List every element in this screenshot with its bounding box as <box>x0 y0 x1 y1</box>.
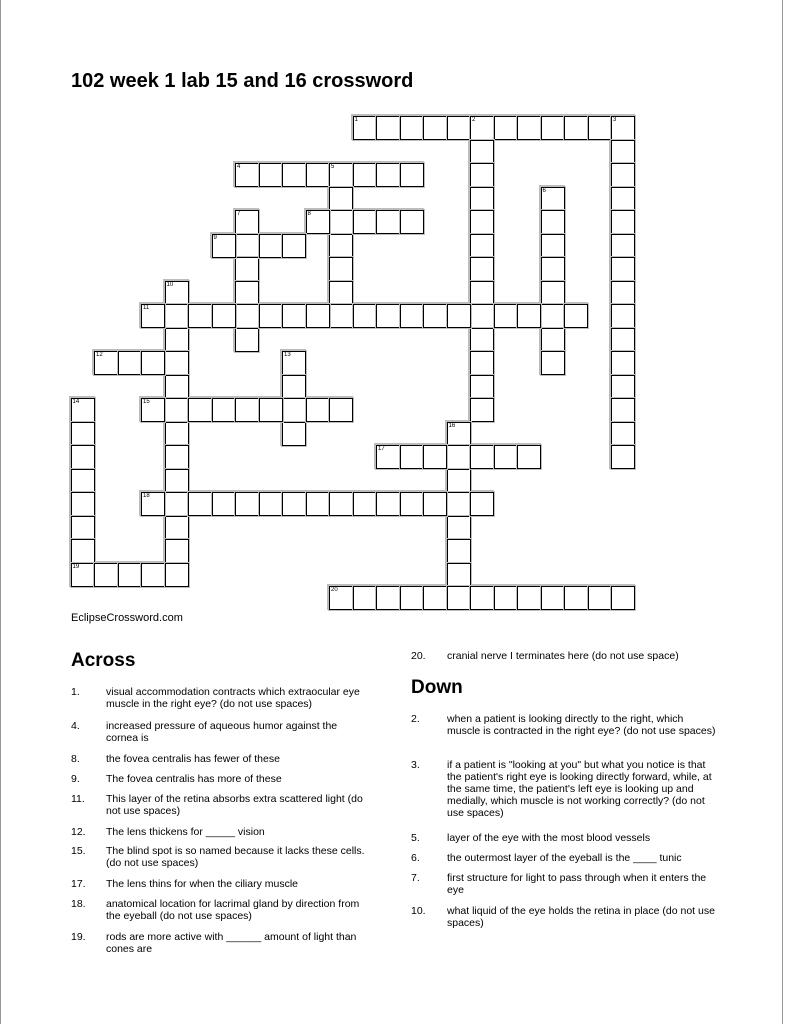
grid-cell[interactable] <box>588 586 612 610</box>
grid-cell[interactable] <box>517 116 541 140</box>
grid-cell[interactable] <box>165 328 189 352</box>
grid-cell[interactable] <box>259 163 283 187</box>
grid-cell[interactable] <box>400 116 424 140</box>
grid-cell[interactable] <box>94 351 118 375</box>
clue-text: the outermost layer of the eyeball is the ____ tunic <box>447 852 682 864</box>
grid-cell[interactable] <box>165 445 189 469</box>
grid-cell[interactable] <box>165 563 189 587</box>
grid-number: 4 <box>237 164 241 170</box>
grid-cell[interactable] <box>564 116 588 140</box>
grid-cell[interactable] <box>447 586 471 610</box>
grid-cell[interactable] <box>353 586 377 610</box>
grid-cell[interactable] <box>235 163 259 187</box>
grid-cell[interactable] <box>235 234 259 258</box>
grid-cell[interactable] <box>611 304 635 328</box>
grid-cell[interactable] <box>423 586 447 610</box>
grid-cell[interactable] <box>494 445 518 469</box>
grid-cell[interactable] <box>212 234 236 258</box>
grid-number: 13 <box>284 352 291 358</box>
grid-cell[interactable] <box>353 492 377 516</box>
grid-cell[interactable] <box>376 492 400 516</box>
grid-cell[interactable] <box>376 116 400 140</box>
grid-cell[interactable] <box>588 116 612 140</box>
grid-cell[interactable] <box>400 304 424 328</box>
grid-cell[interactable] <box>541 281 565 305</box>
grid-cell[interactable] <box>71 539 95 563</box>
grid-cell[interactable] <box>400 445 424 469</box>
clue-number: 10. <box>411 905 426 917</box>
clue-number: 19. <box>71 931 86 943</box>
grid-cell[interactable] <box>212 398 236 422</box>
grid-cell[interactable] <box>541 234 565 258</box>
clue-text: This layer of the retina absorbs extra scattered light (do not use spaces) <box>106 793 363 817</box>
grid-cell[interactable] <box>517 304 541 328</box>
grid-cell[interactable] <box>329 304 353 328</box>
grid-cell[interactable] <box>259 304 283 328</box>
clue-number: 6. <box>411 852 420 864</box>
grid-cell[interactable] <box>611 116 635 140</box>
grid-cell[interactable] <box>165 492 189 516</box>
grid-cell[interactable] <box>141 492 165 516</box>
grid-cell[interactable] <box>235 257 259 281</box>
grid-cell[interactable] <box>470 257 494 281</box>
across-heading: Across <box>71 650 136 671</box>
grid-number: 10 <box>166 281 174 288</box>
grid-cell[interactable] <box>306 210 330 234</box>
grid-cell[interactable] <box>541 187 565 211</box>
grid-cell[interactable] <box>470 586 494 610</box>
grid-cell[interactable] <box>470 234 494 258</box>
clue-text: if a patient is "looking at you" but what you notice is that the patient's right eye is looking directly forward, while, at the same time, the patient's left eye is looking up and medially, which muscle is not working correctly? (do not use spaces) <box>447 759 712 819</box>
grid-cell[interactable] <box>541 351 565 375</box>
grid-cell[interactable] <box>447 304 471 328</box>
grid-cell[interactable] <box>306 492 330 516</box>
grid-cell[interactable] <box>282 163 306 187</box>
grid-cell[interactable] <box>564 304 588 328</box>
grid-cell[interactable] <box>400 210 424 234</box>
grid-cell[interactable] <box>282 351 306 375</box>
grid-cell[interactable] <box>329 398 353 422</box>
grid-cell[interactable] <box>447 563 471 587</box>
grid-cell[interactable] <box>611 257 635 281</box>
grid-cell[interactable] <box>447 445 471 469</box>
grid-cell[interactable] <box>141 351 165 375</box>
grid-cell[interactable] <box>71 398 95 422</box>
grid-cell[interactable] <box>611 375 635 399</box>
grid-number: 5 <box>331 164 335 170</box>
clue-number: 7. <box>411 872 420 884</box>
grid-cell[interactable] <box>447 469 471 493</box>
grid-cell[interactable] <box>306 163 330 187</box>
clue-text: The lens thickens for _____ vision <box>106 826 265 838</box>
grid-number: 17 <box>378 446 385 452</box>
grid-cell[interactable] <box>165 304 189 328</box>
clue-text: first structure for light to pass through when it enters the eye <box>447 872 707 896</box>
grid-cell[interactable] <box>71 492 95 516</box>
grid-cell[interactable] <box>282 375 306 399</box>
grid-cell[interactable] <box>447 516 471 540</box>
clue-text: The fovea centralis has more of these <box>106 773 282 785</box>
grid-cell[interactable] <box>71 422 95 446</box>
grid-number: 7 <box>237 211 241 217</box>
grid-cell[interactable] <box>376 163 400 187</box>
grid-cell[interactable] <box>141 304 165 328</box>
grid-cell[interactable] <box>329 492 353 516</box>
clue-number: 15. <box>71 845 86 857</box>
grid-cell[interactable] <box>517 445 541 469</box>
clue-text: anatomical location for lacrimal gland by direction from the eyeball (do not use spaces) <box>106 898 360 922</box>
grid-number: 19 <box>72 563 80 570</box>
grid-cell[interactable] <box>118 563 142 587</box>
grid-cell[interactable] <box>611 586 635 610</box>
clue-text: increased pressure of aqueous humor against the cornea is <box>106 720 338 744</box>
grid-cell[interactable] <box>447 539 471 563</box>
credit-text: EclipseCrossword.com <box>71 612 183 624</box>
clue-text: what liquid of the eye holds the retina in place (do not use spaces) <box>447 905 715 929</box>
grid-number: 3 <box>613 117 617 123</box>
grid-cell[interactable] <box>306 398 330 422</box>
grid-cell[interactable] <box>329 210 353 234</box>
grid-cell[interactable] <box>470 140 494 164</box>
grid-cell[interactable] <box>611 163 635 187</box>
grid-cell[interactable] <box>470 351 494 375</box>
grid-number: 15 <box>143 399 150 405</box>
grid-cell[interactable] <box>400 163 424 187</box>
clue-number: 20. <box>411 650 426 662</box>
grid-cell[interactable] <box>470 210 494 234</box>
clue-number: 9. <box>71 773 80 785</box>
grid-cell[interactable] <box>165 539 189 563</box>
grid-cell[interactable] <box>470 445 494 469</box>
grid-cell[interactable] <box>165 351 189 375</box>
grid-number: 12 <box>96 352 103 358</box>
grid-cell[interactable] <box>611 351 635 375</box>
grid-cell[interactable] <box>71 469 95 493</box>
grid-cell[interactable] <box>470 281 494 305</box>
grid-cell[interactable] <box>376 586 400 610</box>
grid-cell[interactable] <box>423 492 447 516</box>
clue-text: rods are more active with ______ amount of light than cones are <box>106 931 357 955</box>
clue-number: 5. <box>411 832 420 844</box>
grid-cell[interactable] <box>306 304 330 328</box>
grid-cell[interactable] <box>329 257 353 281</box>
clue-number: 3. <box>411 759 420 771</box>
clue-number: 18. <box>71 898 86 910</box>
grid-cell[interactable] <box>353 163 377 187</box>
grid-cell[interactable] <box>541 304 565 328</box>
grid-cell[interactable] <box>564 586 588 610</box>
grid-cell[interactable] <box>541 586 565 610</box>
grid-cell[interactable] <box>541 210 565 234</box>
grid-cell[interactable] <box>235 304 259 328</box>
grid-cell[interactable] <box>165 375 189 399</box>
grid-cell[interactable] <box>517 586 541 610</box>
clue-text: layer of the eye with the most blood vessels <box>447 832 651 844</box>
grid-cell[interactable] <box>329 281 353 305</box>
grid-cell[interactable] <box>94 563 118 587</box>
grid-cell[interactable] <box>470 304 494 328</box>
grid-cell[interactable] <box>470 187 494 211</box>
grid-cell[interactable] <box>447 116 471 140</box>
grid-cell[interactable] <box>329 586 353 610</box>
grid-cell[interactable] <box>447 492 471 516</box>
grid-cell[interactable] <box>235 281 259 305</box>
grid-cell[interactable] <box>541 328 565 352</box>
grid-cell[interactable] <box>165 398 189 422</box>
grid-cell[interactable] <box>376 210 400 234</box>
grid-cell[interactable] <box>494 116 518 140</box>
grid-cell[interactable] <box>71 516 95 540</box>
grid-cell[interactable] <box>165 281 189 305</box>
grid-cell[interactable] <box>235 398 259 422</box>
grid-cell[interactable] <box>423 116 447 140</box>
grid-cell[interactable] <box>282 422 306 446</box>
grid-number: 1 <box>354 117 358 123</box>
grid-number: 8 <box>307 211 311 217</box>
grid-cell[interactable] <box>188 304 212 328</box>
clue-number: 12. <box>71 826 86 838</box>
grid-cell[interactable] <box>353 304 377 328</box>
clue-number: 8. <box>71 753 80 765</box>
grid-cell[interactable] <box>165 469 189 493</box>
grid-cell[interactable] <box>611 328 635 352</box>
grid-cell[interactable] <box>611 422 635 446</box>
grid-cell[interactable] <box>165 422 189 446</box>
grid-cell[interactable] <box>212 304 236 328</box>
grid-cell[interactable] <box>282 398 306 422</box>
grid-cell[interactable] <box>611 140 635 164</box>
grid-cell[interactable] <box>611 398 635 422</box>
grid-cell[interactable] <box>470 398 494 422</box>
grid-cell[interactable] <box>611 210 635 234</box>
grid-number: 9 <box>213 234 217 241</box>
clue-text: The lens thins for when the ciliary muscle <box>106 878 298 890</box>
clue-number: 11. <box>71 793 85 805</box>
grid-cell[interactable] <box>400 492 424 516</box>
clue-text: the fovea centralis has fewer of these <box>106 753 280 765</box>
grid-cell[interactable] <box>541 257 565 281</box>
grid-cell[interactable] <box>400 586 424 610</box>
grid-cell[interactable] <box>470 375 494 399</box>
down-heading: Down <box>411 677 463 698</box>
grid-number: 11 <box>143 305 150 311</box>
grid-cell[interactable] <box>282 492 306 516</box>
grid-cell[interactable] <box>470 328 494 352</box>
grid-number: 14 <box>72 399 80 405</box>
clue-text: visual accommodation contracts which extraocular eye muscle in the right eye? (do not use spaces) <box>106 686 360 710</box>
grid-cell[interactable] <box>235 328 259 352</box>
grid-cell[interactable] <box>494 586 518 610</box>
grid-cell[interactable] <box>494 304 518 328</box>
clue-number: 2. <box>411 713 420 725</box>
grid-cell[interactable] <box>282 304 306 328</box>
grid-cell[interactable] <box>376 304 400 328</box>
grid-cell[interactable] <box>611 281 635 305</box>
grid-cell[interactable] <box>235 492 259 516</box>
grid-cell[interactable] <box>259 234 283 258</box>
grid-cell[interactable] <box>329 234 353 258</box>
clue-number: 1. <box>71 686 80 698</box>
grid-cell[interactable] <box>71 563 95 587</box>
grid-cell[interactable] <box>282 234 306 258</box>
grid-number: 18 <box>143 493 150 499</box>
grid-cell[interactable] <box>259 492 283 516</box>
grid-cell[interactable] <box>235 210 259 234</box>
grid-cell[interactable] <box>423 445 447 469</box>
grid-cell[interactable] <box>329 163 353 187</box>
grid-cell[interactable] <box>212 492 236 516</box>
clue-text: when a patient is looking directly to the right, which muscle is contracted in the right eye? (do not use spaces) <box>447 713 716 737</box>
grid-number: 6 <box>542 187 546 194</box>
grid-cell[interactable] <box>353 116 377 140</box>
grid-cell[interactable] <box>165 516 189 540</box>
clue-number: 17. <box>71 878 86 890</box>
grid-cell[interactable] <box>141 563 165 587</box>
grid-number: 16 <box>448 422 456 429</box>
grid-number: 2 <box>472 117 476 123</box>
grid-cell[interactable] <box>118 351 142 375</box>
page-title: 102 week 1 lab 15 and 16 crossword <box>71 70 414 92</box>
grid-cell[interactable] <box>141 398 165 422</box>
grid-cell[interactable] <box>470 163 494 187</box>
grid-number: 20 <box>331 587 338 593</box>
grid-cell[interactable] <box>376 445 400 469</box>
grid-cell[interactable] <box>611 234 635 258</box>
grid-cell[interactable] <box>188 398 212 422</box>
clue-text: cranial nerve I terminates here (do not use space) <box>447 650 679 662</box>
clue-number: 4. <box>71 720 80 732</box>
grid-cell[interactable] <box>470 116 494 140</box>
grid-cell[interactable] <box>188 492 212 516</box>
grid-cell[interactable] <box>470 492 494 516</box>
grid-cell[interactable] <box>259 398 283 422</box>
grid-cell[interactable] <box>423 304 447 328</box>
clue-text: The blind spot is so named because it lacks these cells. (do not use spaces) <box>106 845 365 869</box>
grid-cell[interactable] <box>447 422 471 446</box>
grid-cell[interactable] <box>611 445 635 469</box>
grid-cell[interactable] <box>329 187 353 211</box>
grid-cell[interactable] <box>71 445 95 469</box>
grid-cell[interactable] <box>353 210 377 234</box>
grid-cell[interactable] <box>611 187 635 211</box>
grid-cell[interactable] <box>541 116 565 140</box>
